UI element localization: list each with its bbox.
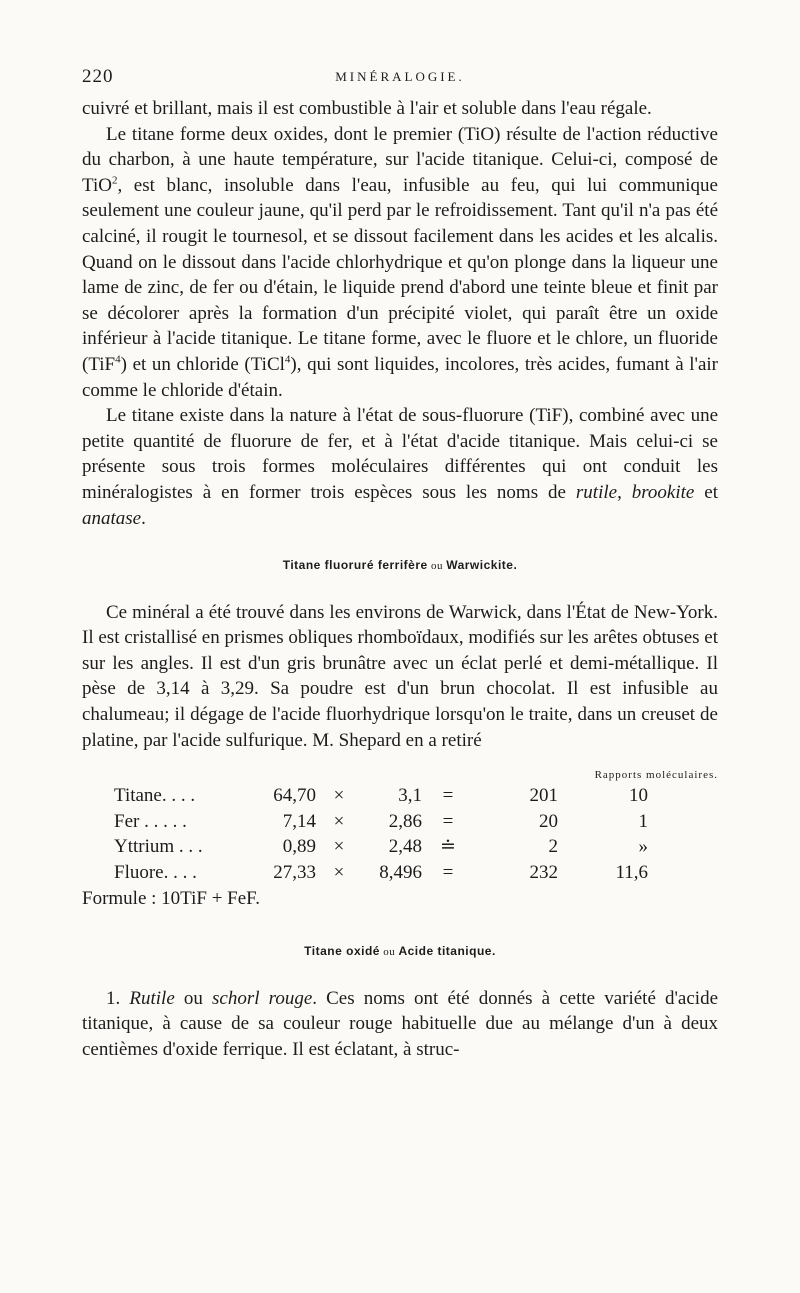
formula-line: Formule : 10TiF + FeF. — [82, 887, 260, 909]
term-brookite: brookite — [631, 481, 695, 503]
term-anatase: anatase — [82, 507, 142, 529]
page-body — [82, 96, 718, 1063]
p1-text-a: Le titane forme deux oxides, dont le premier (TiO) résulte de l'action réductive du charbon, à une haute température, sur l'acide titanique. Celui-ci, composé de TiO — [82, 123, 718, 196]
cell-factor: 3,1 — [398, 785, 422, 807]
cell-element: Fer . . . . . — [114, 810, 187, 832]
running-title: MINÉRALOGIE. — [335, 69, 465, 84]
term-rutile: rutile — [575, 481, 618, 503]
cell-equals: = — [442, 862, 454, 884]
heading2-text-a: Titane oxidé — [304, 944, 380, 959]
paragraph-rutile — [82, 986, 718, 1063]
cell-multiply: × — [333, 785, 345, 807]
table-row — [114, 834, 648, 860]
intro-paragraph: cuivré et brillant, mais il est combustible à l'air et soluble dans l'eau régale. — [82, 98, 652, 119]
p1-text-b: , est blanc, insoluble dans l'eau, infusible au feu, qui lui communique seulement une couleur jaune, qu'il perd par le refroidissement. Tant qu'il n'a pas été calciné, il rougit le tournesol, et se dissout facilement dans les acides et les alcalis. Quand on le dissout dans l'acide chlorhydrique et qu'on plonge dans la liqueur une lame de zinc, de fer ou d'étain, le liquide prend d'abord une teinte bleue et finit par se décolorer après la formation d'un précipité violet, qui paraît être un oxide inférieur à l'acide titanique. Le titane forme, avec le fluore et le chlore, un fluoride (TiF — [82, 174, 718, 375]
p4-number: 1. — [106, 987, 130, 1009]
p4-ou: ou — [174, 987, 213, 1009]
term-rutile-heading: Rutile — [129, 987, 175, 1009]
table-row — [114, 860, 648, 886]
section-heading-acide-titanique — [82, 939, 718, 966]
page-number: 220 — [82, 66, 114, 87]
p1-superscript-3: 4 — [284, 353, 291, 366]
analysis-table — [114, 783, 648, 885]
term-schorl-rouge: schorl rouge — [212, 987, 313, 1009]
cell-molecular: 11,6 — [615, 862, 648, 884]
cell-molecular: » — [638, 836, 648, 858]
cell-molecular: 1 — [638, 810, 648, 832]
paragraph-titane-oxides — [82, 122, 718, 404]
heading1-text-b: Warwickite. — [446, 558, 518, 573]
cell-multiply: × — [333, 810, 345, 832]
cell-percent: 64,70 — [273, 785, 316, 807]
p4-text: . Ces noms ont été donnés à cette variété d'acide titanique, à cause de sa couleur rouge habituelle due au mélange d'un à deux centièmes d'oxide ferrique. Il est éclatant, à struc- — [82, 987, 719, 1060]
cell-factor: 8,496 — [379, 862, 422, 884]
table-caption: Rapports moléculaires. — [594, 769, 718, 782]
heading1-text-a: Titane fluoruré ferrifère — [282, 558, 428, 573]
p2-comma: , — [617, 481, 632, 503]
section-heading-warwickite — [82, 553, 718, 580]
p1-superscript: 2 — [111, 174, 118, 187]
cell-multiply: × — [333, 836, 345, 858]
cell-percent: 0,89 — [282, 836, 316, 858]
heading2-ou: ou — [379, 946, 399, 959]
cell-factor: 2,48 — [388, 836, 422, 858]
cell-percent: 27,33 — [273, 862, 316, 884]
p2-text-a: Le titane existe dans la nature à l'état de sous-fluorure (TiF), combiné avec une petite quantité de fluorure de fer, et à l'état d'acide titanique. Mais celui-ci se présente sous trois formes moléculaires différentes qui ont conduit les minéralogistes à en former trois espèces sous les noms de — [82, 405, 718, 503]
p1-text-d: ), qui sont liquides, incolores, très acides, fumant à l'air comme le chloride d'étain. — [82, 353, 718, 401]
cell-molecular: 10 — [629, 785, 648, 807]
paragraph-titane-nature — [82, 403, 718, 531]
page-header — [82, 66, 718, 90]
cell-element: Titane. . . . — [114, 785, 196, 807]
p1-text-c: ) et un chloride (TiCl — [120, 353, 285, 375]
cell-equals: = — [442, 785, 454, 807]
p1-superscript-2: 4 — [115, 353, 121, 366]
heading1-ou: ou — [427, 560, 447, 573]
cell-multiply: × — [333, 862, 345, 884]
cell-percent: 7,14 — [282, 810, 316, 832]
p2-end: . — [141, 507, 146, 529]
cell-factor: 2,86 — [388, 810, 422, 832]
cell-equals: = — [442, 810, 454, 832]
table-row — [114, 809, 648, 835]
cell-ratio: 232 — [529, 862, 558, 884]
cell-ratio: 2 — [548, 836, 558, 858]
cell-ratio: 20 — [539, 810, 558, 832]
table-row — [114, 783, 648, 809]
heading2-text-b: Acide titanique. — [398, 944, 496, 959]
p2-et: et — [694, 481, 718, 503]
cell-equals: ≐ — [440, 836, 456, 858]
cell-element: Yttrium . . . — [114, 836, 203, 858]
paragraph-warwickite: Ce minéral a été trouvé dans les environs de Warwick, dans l'État de New-York. Il est cristallisé en prismes obliques rhomboïdaux, modifiés sur les arêtes obtuses et sur les angles. Il est d'un gris brunâtre avec un éclat perlé et demi-métallique. Il pèse de 3,14 à 3,29. Sa poudre est d'un brun chocolat. Il est infusible au chalumeau; il dégage de l'acide fluorhydrique lorsqu'on le traite, dans un creuset de platine, par l'acide sulfurique. M. Shepard en a retiré — [82, 601, 718, 751]
cell-ratio: 201 — [529, 785, 558, 807]
cell-element: Fluore. . . . — [114, 862, 197, 884]
